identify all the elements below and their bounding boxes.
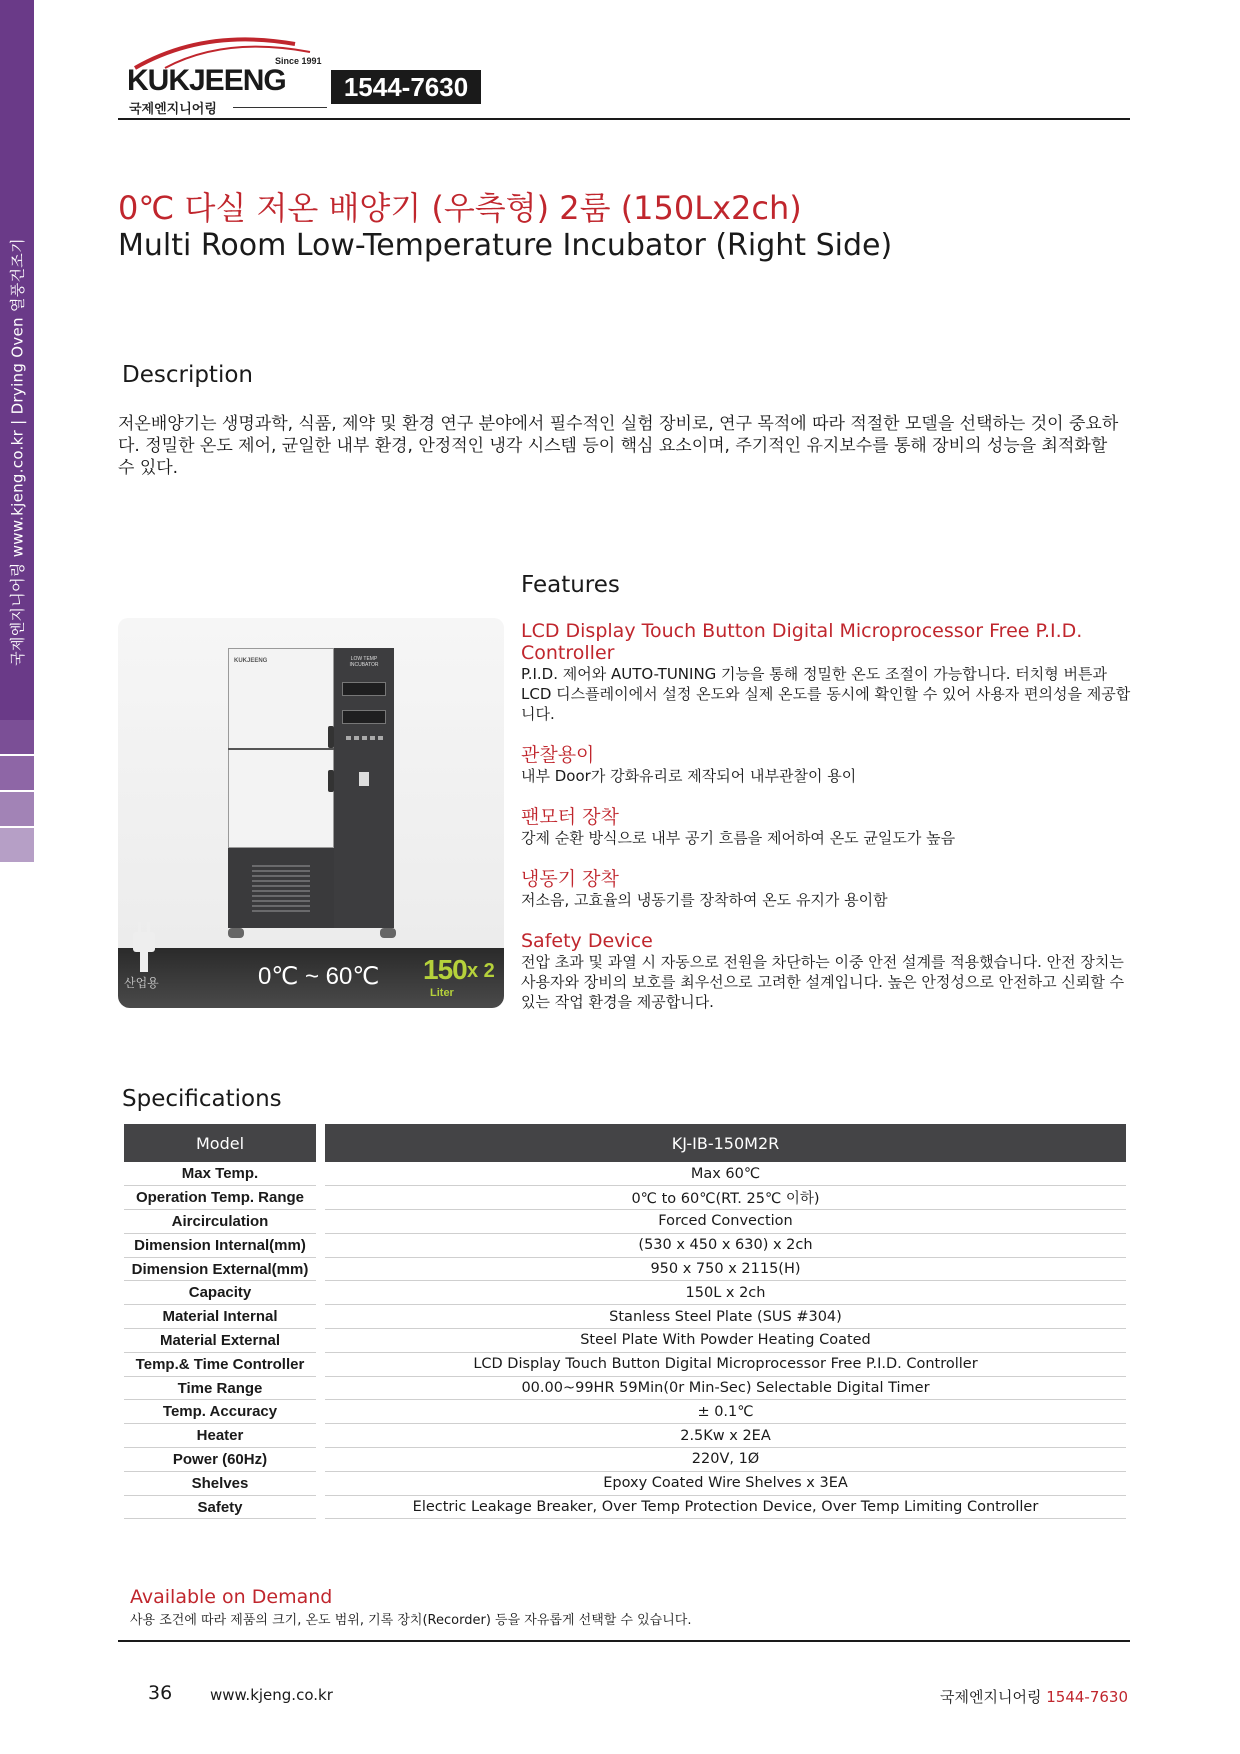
table-row <box>124 1471 1126 1495</box>
company-logo <box>125 34 325 117</box>
spec-label: Capacity <box>124 1281 316 1305</box>
table-row <box>124 1400 1126 1424</box>
spec-value: Epoxy Coated Wire Shelves x 3EA <box>325 1471 1126 1495</box>
table-row <box>124 1281 1126 1305</box>
feature-item <box>521 930 1131 1012</box>
spec-label: Temp. Accuracy <box>124 1400 316 1424</box>
spec-label: Time Range <box>124 1376 316 1400</box>
description-heading: Description <box>122 362 253 388</box>
feature-title: LCD Display Touch Button Digital Microprocessor Free P.I.D. Controller <box>521 620 1083 664</box>
table-row <box>124 1329 1126 1353</box>
footer-url: www.kjeng.co.kr <box>210 1686 333 1704</box>
temperature-range: 0℃ ~ 60℃ <box>258 963 380 990</box>
column-header-model-value: KJ-IB-150M2R <box>325 1124 1126 1162</box>
spec-label: Operation Temp. Range <box>124 1186 316 1210</box>
logo-since: Since 1991 <box>275 56 322 66</box>
button-icon <box>370 736 375 740</box>
side-tab-bar <box>0 0 34 890</box>
side-tab <box>0 828 34 862</box>
button-icon <box>378 736 383 740</box>
feature-title: Safety Device <box>521 930 653 952</box>
spec-label: Dimension External(mm) <box>124 1257 316 1281</box>
feature-item <box>521 744 1131 786</box>
spec-value: Electric Leakage Breaker, Over Temp Protection Device, Over Temp Limiting Controller <box>325 1495 1126 1519</box>
button-icon <box>346 736 351 740</box>
spec-label: Heater <box>124 1424 316 1448</box>
feature-body: 전압 초과 및 과열 시 자동으로 전원을 차단하는 이중 안전 설계를 적용했습니다. 안전 장치는 사용자와 장비의 보호를 최우선으로 고려한 설계입니다. 높은 안정성으로 안전하고 신뢰할 수 있는 작업 환경을 제공합니다. <box>521 953 1125 1011</box>
spec-label: Power (60Hz) <box>124 1448 316 1472</box>
table-header-row <box>124 1124 1126 1162</box>
table-row <box>124 1210 1126 1234</box>
spec-value: ± 0.1℃ <box>325 1400 1126 1424</box>
spec-label: Safety <box>124 1495 316 1519</box>
table-row <box>124 1162 1126 1186</box>
lcd-display-lower <box>342 710 386 724</box>
page-title-english: Multi Room Low-Temperature Incubator (Right Side) <box>118 228 893 263</box>
description-text: 저온배양기는 생명과학, 식품, 제약 및 환경 연구 분야에서 필수적인 실험 장비로, 연구 목적에 따라 적절한 모델을 선택하는 것이 중요하다. 정밀한 온도 제어, 균일한 내부 환경, 안정적인 냉각 시스템 등이 핵심 요소이며, 주기적인 유지보수를 통해 장비의 성능을 최적화할 수 있다. <box>118 414 1119 478</box>
spec-value: LCD Display Touch Button Digital Microprocessor Free P.I.D. Controller <box>325 1352 1126 1376</box>
spec-label: Material Internal <box>124 1305 316 1329</box>
plug-icon <box>132 922 156 972</box>
feature-body: P.I.D. 제어와 AUTO-TUNING 기능을 통해 정밀한 온도 조절이 가능합니다. 터치형 버튼과 LCD 디스플레이에서 설정 온도와 실제 온도를 동시에 확인할 수 있어 사용자 편의성을 제공합니다. <box>521 665 1131 723</box>
lcd-display-upper <box>342 682 386 696</box>
feature-title: 관찰용이 <box>521 744 595 766</box>
page-title-korean: 0℃ 다실 저온 배양기 (우측형) 2룸 (150Lx2ch) <box>118 189 802 227</box>
header-phone: 1544-7630 <box>331 70 481 104</box>
table-row <box>124 1233 1126 1257</box>
feature-title: 팬모터 장착 <box>521 806 619 828</box>
table-row <box>124 1376 1126 1400</box>
spec-label: Dimension Internal(mm) <box>124 1233 316 1257</box>
table-row <box>124 1495 1126 1519</box>
cabinet-logo: KUKJEENG <box>234 658 268 664</box>
feature-item <box>521 868 1131 910</box>
footer-phone: 1544-7630 <box>1046 1688 1128 1706</box>
header-divider <box>118 118 1130 120</box>
feature-body: 저소음, 고효율의 냉동기를 장착하여 온도 유지가 용이함 <box>521 891 888 909</box>
table-row <box>124 1448 1126 1472</box>
footer-divider <box>118 1640 1130 1642</box>
spec-value: 00.00~99HR 59Min(0r Min-Sec) Selectable Digital Timer <box>325 1376 1126 1400</box>
feature-body: 강제 순환 방식으로 내부 공기 흐름을 제어하여 온도 균일도가 높음 <box>521 829 956 847</box>
capacity-multiplier: x 2 <box>467 960 495 982</box>
sidebar-label: 국제엔지니어링 www.kjeng.co.kr | Drying Oven 열풍건조기 <box>8 238 27 666</box>
spec-value: Stanless Steel Plate (SUS #304) <box>325 1305 1126 1329</box>
feature-body: 내부 Door가 강화유리로 제작되어 내부관찰이 용이 <box>521 767 857 785</box>
available-on-demand-text: 사용 조건에 따라 제품의 크기, 온도 범위, 기록 장치(Recorder) 등을 자유롭게 선택할 수 있습니다. <box>130 1613 692 1628</box>
caster-wheel-icon <box>228 928 244 938</box>
side-tab <box>0 792 34 826</box>
specifications-heading: Specifications <box>122 1086 282 1112</box>
spec-value: Forced Convection <box>325 1210 1126 1234</box>
product-image <box>118 618 504 1008</box>
spec-value: 150L x 2ch <box>325 1281 1126 1305</box>
spec-value: Steel Plate With Powder Heating Coated <box>325 1329 1126 1353</box>
spec-value: 950 x 750 x 2115(H) <box>325 1257 1126 1281</box>
spec-label: Max Temp. <box>124 1162 316 1186</box>
footer-company <box>940 1686 1128 1707</box>
page-number: 36 <box>148 1682 173 1704</box>
feature-title: 냉동기 장착 <box>521 868 619 890</box>
vent-grille <box>252 862 310 914</box>
spec-value: 2.5Kw x 2EA <box>325 1424 1126 1448</box>
feature-item <box>521 806 1131 848</box>
footer-company-name: 국제엔지니어링 <box>940 1688 1042 1706</box>
control-panel-label: LOW TEMP INCUBATOR <box>349 656 379 668</box>
logo-wordmark: KUKJEENG <box>127 64 286 97</box>
spec-label: Aircirculation <box>124 1210 316 1234</box>
capacity-unit: Liter <box>430 987 454 999</box>
capacity-value: 150 <box>423 954 467 985</box>
specifications-table <box>124 1124 1126 1519</box>
column-header-model: Model <box>124 1124 316 1162</box>
available-on-demand-title: Available on Demand <box>130 1586 333 1608</box>
spec-value: (530 x 450 x 630) x 2ch <box>325 1233 1126 1257</box>
table-row <box>124 1305 1126 1329</box>
button-icon <box>354 736 359 740</box>
button-icon <box>362 736 367 740</box>
table-row <box>124 1186 1126 1210</box>
logo-underline <box>233 107 327 108</box>
industrial-plug-label: 산업용 <box>124 976 159 990</box>
logo-korean-name: 국제엔지니어링 <box>129 102 217 117</box>
spec-label: Shelves <box>124 1471 316 1495</box>
spec-label: Material External <box>124 1329 316 1353</box>
spec-label: Temp.& Time Controller <box>124 1352 316 1376</box>
spec-value: Max 60℃ <box>325 1162 1126 1186</box>
feature-item <box>521 620 1131 724</box>
switch-icon <box>359 772 369 786</box>
side-tab <box>0 720 34 754</box>
spec-value: 220V, 1Ø <box>325 1448 1126 1472</box>
table-row <box>124 1424 1126 1448</box>
chamber-divider <box>228 748 334 750</box>
table-row <box>124 1352 1126 1376</box>
features-heading: Features <box>521 572 620 598</box>
side-tab <box>0 756 34 790</box>
table-row <box>124 1257 1126 1281</box>
caster-wheel-icon <box>380 928 396 938</box>
spec-value: 0℃ to 60℃(RT. 25℃ 이하) <box>325 1186 1126 1210</box>
